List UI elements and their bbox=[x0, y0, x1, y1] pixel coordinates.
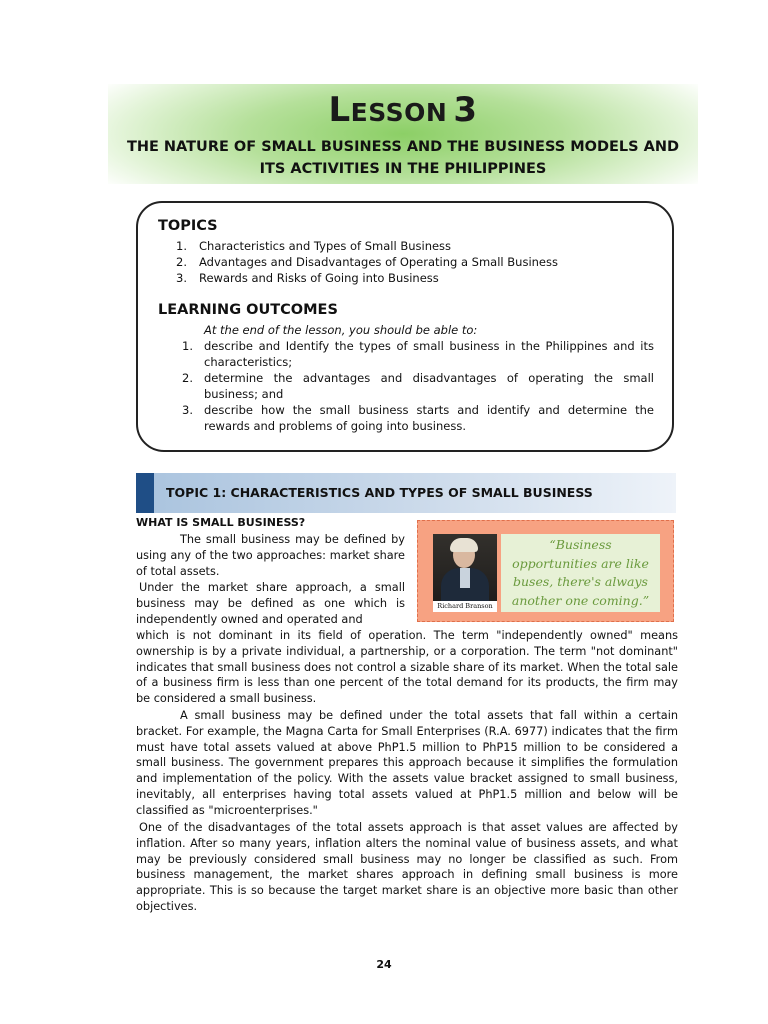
lesson-title-rest: ESSON bbox=[350, 98, 448, 127]
paragraph-2-continued: which is not dominant in its field of operation. The term "independently owned" means ownership is by a private individual, a partnership, or a corporation. The term "not dominant" indicates that small business does not control a sizable share of its market. When the total sale of a business firm is less than one percent of the total demand for its products, the firm may be considered a small business. bbox=[136, 629, 678, 706]
topic-1-header-bar bbox=[136, 473, 676, 513]
page-number: 24 bbox=[376, 958, 392, 971]
learning-outcome-item: 3. describe how the small business starts and identify and determine the rewards and problems of going into business. bbox=[182, 403, 654, 433]
paragraph-3: A small business may be defined under the total assets that fall within a certain bracket. For example, the Magna Carta for Small Enterprises (R.A. 6977) indicates that the firm must have total assets valued at above PhP1.5 million to PhP15 million to be considered a small business. The government prepares this approach because it simplifies the formulation and implementation of the policy. With the assets value bracket assigned to small business, inevitably, all enterprises having total assets valued at PhP1.5 million and below will be classified as "microenterprises." bbox=[136, 709, 678, 817]
topic-item: 3. Rewards and Risks of Going into Business bbox=[176, 271, 439, 285]
paragraph-4: One of the disadvantages of the total assets approach is that asset values are affected by inflation. After so many years, inflation alters the nominal value of business assets, and what may be previously considered small business may no longer be classified as such. From business management, the market shares approach in defining small business is more appropriate. This is so because the target market share is an objective more basic than other objectives. bbox=[136, 821, 678, 913]
topic-item: 1. Characteristics and Types of Small Business bbox=[176, 239, 452, 253]
quote-card bbox=[501, 534, 660, 612]
lesson-number: 3 bbox=[453, 90, 478, 130]
portrait-photo bbox=[433, 534, 497, 612]
lesson-subtitle bbox=[108, 136, 698, 180]
learning-outcomes-heading: LEARNING OUTCOMES bbox=[158, 302, 338, 318]
learning-outcome-item: 2. determine the advantages and disadvantages of operating the small business; and bbox=[182, 371, 654, 401]
lesson-title-initial: L bbox=[328, 90, 351, 130]
portrait-hair bbox=[450, 538, 478, 552]
quote-box bbox=[417, 520, 674, 622]
learning-outcomes-list bbox=[182, 338, 654, 434]
topics-list bbox=[176, 238, 558, 286]
learning-outcome-item: 1. describe and Identify the types of small business in the Philippines and its characteristics; bbox=[182, 339, 654, 369]
lesson-title bbox=[108, 90, 698, 130]
paragraph-2-wrap: Under the market share approach, a small business may be defined as one which is independently owned and operated and bbox=[136, 581, 405, 626]
topic-item: 2. Advantages and Disadvantages of Operating a Small Business bbox=[176, 255, 558, 269]
learning-outcomes-intro: At the end of the lesson, you should be able to: bbox=[204, 323, 478, 337]
lesson-header-banner bbox=[108, 84, 698, 184]
topics-heading: TOPICS bbox=[158, 218, 218, 234]
paragraph-1: The small business may be defined by using any of the two approaches: market share of total assets. bbox=[136, 533, 405, 578]
section-heading: WHAT IS SMALL BUSINESS? bbox=[136, 516, 306, 529]
quote-text: “Business opportunities are like buses, there's always another one coming.” bbox=[511, 537, 650, 608]
portrait-caption: Richard Branson bbox=[433, 601, 497, 612]
lesson-subtitle-line-1: THE NATURE OF SMALL BUSINESS AND THE BUSINESS MODELS AND bbox=[126, 139, 680, 155]
topic-1-title: TOPIC 1: CHARACTERISTICS AND TYPES OF SMALL BUSINESS bbox=[166, 485, 593, 500]
topics-outcomes-box bbox=[136, 201, 674, 452]
topic-bar-accent bbox=[136, 473, 154, 513]
portrait-shirt bbox=[460, 568, 470, 588]
lesson-subtitle-line-2: ITS ACTIVITIES IN THE PHILIPPINES bbox=[259, 161, 547, 177]
